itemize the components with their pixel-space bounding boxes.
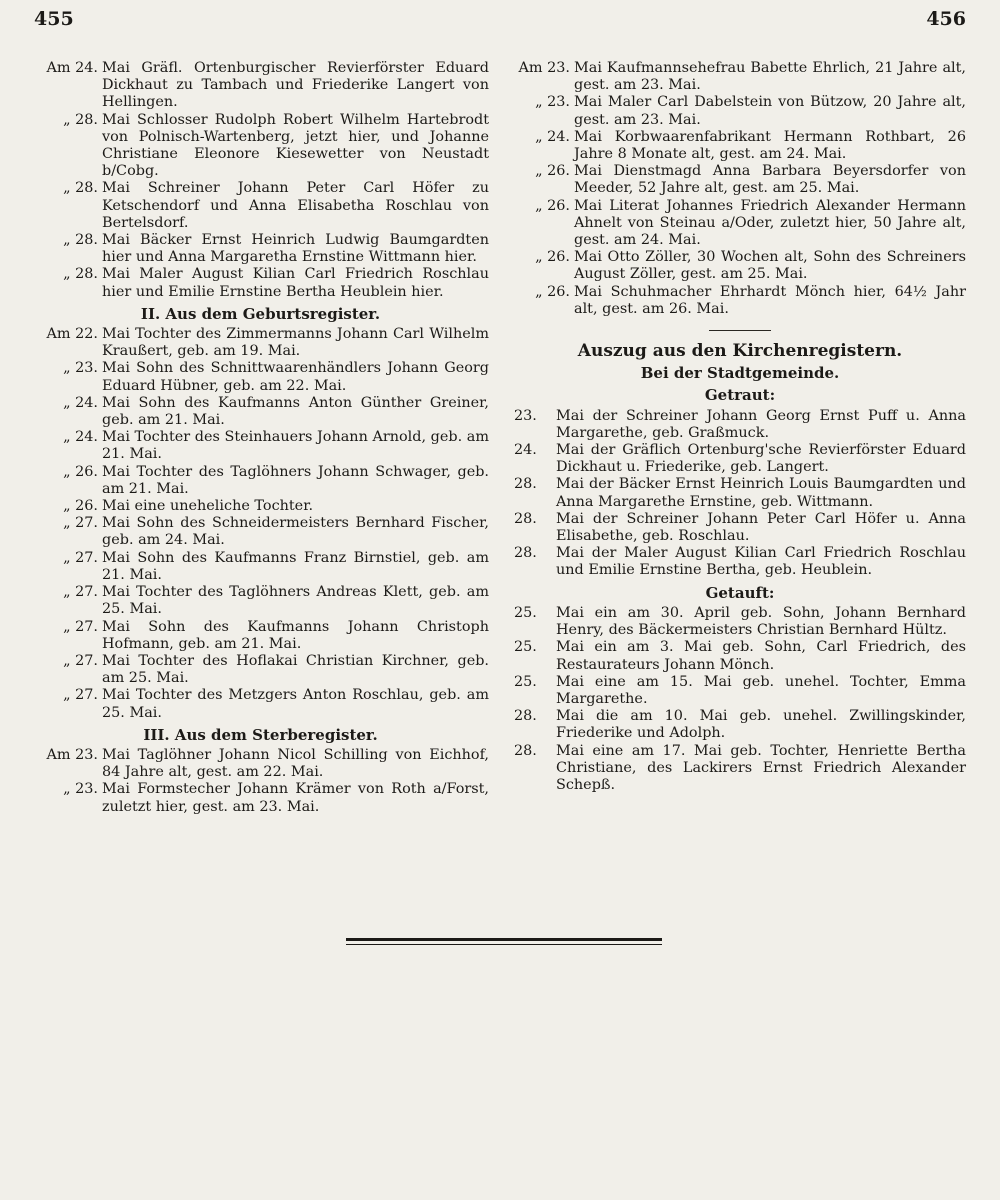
- entry-text: Mai Tochter des Taglöhners Johann Schwager, geb. am 21. Mai.: [102, 463, 489, 497]
- list-item: [514, 60, 966, 94]
- entry-text: Mai Formstecher Johann Krämer von Roth a/Forst, zuletzt hier, gest. am 23. Mai.: [102, 781, 489, 815]
- entry-text: Mai Tochter des Metzgers Anton Roschlau, geb. am 25. Mai.: [102, 687, 489, 721]
- list-item: [514, 476, 966, 510]
- entry-date: „ 27.: [63, 549, 98, 566]
- list-item: [32, 232, 489, 266]
- list-item: [32, 112, 489, 181]
- entry-date: „ 26.: [535, 163, 570, 180]
- list-item: [32, 550, 489, 584]
- entry-text: Mai Kaufmannsehefrau Babette Ehrlich, 21 Jahre alt, gest. am 23. Mai.: [574, 60, 966, 94]
- list-item: [32, 60, 489, 112]
- entry-date: „ 28.: [63, 266, 98, 283]
- entry-date: „ 28.: [63, 111, 98, 128]
- list-item: [514, 408, 966, 442]
- list-item: [32, 781, 489, 815]
- entry-text: Mai Sohn des Kaufmanns Franz Birnstiel, geb. am 21. Mai.: [102, 549, 489, 583]
- parish-heading: Bei der Stadtgemeinde.: [640, 364, 840, 383]
- entry-text: Mai ein am 30. April geb. Sohn, Johann Bernhard Henry, des Bäckermeisters Christian Bernhard Hültz.: [556, 604, 966, 639]
- entry-text: Mai eine am 15. Mai geb. unehel. Tochter, Emma Margarethe.: [556, 673, 966, 707]
- list-item: [32, 619, 489, 653]
- list-item: [514, 198, 966, 250]
- entry-date: „ 28.: [63, 180, 98, 197]
- list-item: [514, 545, 966, 579]
- entry-date: Am 24.: [46, 60, 98, 76]
- entry-date: „ 24.: [63, 394, 98, 411]
- entry-text: Mai ein am 3. Mai geb. Sohn, Carl Friedrich, des Restaurateurs Johann Mönch.: [556, 639, 966, 673]
- entry-date: 25.: [514, 604, 537, 621]
- baptized-list: [514, 605, 966, 794]
- baptized-heading: Getauft:: [705, 583, 775, 602]
- entry-date: „ 27.: [63, 687, 98, 704]
- entry-date: 28.: [514, 742, 537, 759]
- list-item: [514, 674, 966, 708]
- list-item: [32, 687, 489, 721]
- rule-thick: [346, 938, 662, 941]
- entry-date: „ 26.: [63, 463, 98, 480]
- list-item: [514, 249, 966, 283]
- entry-text: Mai Dienstmagd Anna Barbara Beyersdorfer von Meeder, 52 Jahre alt, gest. am 25. Mai.: [574, 163, 966, 197]
- list-item: [32, 395, 489, 429]
- list-item: [32, 584, 489, 618]
- entry-text: Mai Schreiner Johann Peter Carl Höfer zu Ketschendorf und Anna Elisabetha Roschlau von Bertelsdorf.: [102, 180, 489, 231]
- list-item: [32, 326, 489, 360]
- entry-date: „ 28.: [63, 232, 98, 249]
- end-double-rule: [346, 938, 662, 945]
- entry-date: Am 22.: [46, 326, 98, 343]
- entry-date: 28.: [514, 545, 537, 562]
- entry-date: Am 23.: [46, 746, 98, 763]
- list-item: [514, 94, 966, 128]
- list-item: [32, 747, 489, 781]
- list-item: [32, 429, 489, 463]
- entry-text: Mai Sohn des Kaufmanns Johann Christoph Hofmann, geb. am 21. Mai.: [102, 618, 489, 652]
- list-item: [32, 464, 489, 498]
- entry-text: Mai Otto Zöller, 30 Wochen alt, Sohn des Schreiners August Zöller, gest. am 25. Mai.: [574, 249, 966, 283]
- entry-date: 23.: [514, 407, 537, 424]
- entry-text: Mai Schuhmacher Ehrhardt Mönch hier, 64½ Jahr alt, gest. am 26. Mai.: [574, 283, 966, 317]
- entry-date: „ 26.: [535, 249, 570, 266]
- married-list: [514, 408, 966, 580]
- list-item: [514, 163, 966, 197]
- list-item: [514, 442, 966, 476]
- entry-text: Mai der Maler August Kilian Carl Friedrich Roschlau und Emilie Ernstine Bertha, geb. Heublein.: [556, 545, 966, 579]
- entry-text: Mai Tochter des Steinhauers Johann Arnold, geb. am 21. Mai.: [102, 429, 489, 463]
- entry-text: Mai Literat Johannes Friedrich Alexander Hermann Ahnelt von Steinau a/Oder, zuletzt hier, 50 Jahre alt, gest. am 24. Mai.: [574, 197, 966, 249]
- entry-date: 28.: [514, 510, 537, 527]
- entry-date: „ 27.: [63, 515, 98, 532]
- entry-text: Mai eine am 17. Mai geb. Tochter, Henriette Bertha Christiane, des Lackirers Ernst Friedrich Alexander Schepß.: [556, 742, 966, 793]
- entry-date: „ 26.: [63, 498, 98, 515]
- list-item: [32, 515, 489, 549]
- entry-text: Mai Schlosser Rudolph Robert Wilhelm Hartebrodt von Polnisch-Wartenberg, jetzt hier, und Johanne Christiane Eleonore Kiesewetter von Neustadt b/Cobg.: [102, 111, 489, 180]
- entry-text: Mai Bäcker Ernst Heinrich Ludwig Baumgardten hier und Anna Margaretha Ernstine Wittmann hier.: [102, 232, 489, 266]
- list-item: [514, 129, 966, 163]
- entry-text: Mai Gräfl. Ortenburgischer Revierförster Eduard Dickhaut zu Tambach und Friederike Langert von Hellingen.: [102, 60, 489, 111]
- entry-date: „ 26.: [535, 197, 570, 214]
- entry-text: Mai Tochter des Taglöhners Andreas Klett, geb. am 25. Mai.: [102, 584, 489, 618]
- list-item: [514, 605, 966, 639]
- entry-date: „ 26.: [535, 283, 570, 300]
- death-list-continued: [514, 60, 966, 318]
- entry-text: Mai Tochter des Hoflakai Christian Kirchner, geb. am 25. Mai.: [102, 652, 489, 687]
- entry-text: Mai Korbwaarenfabrikant Hermann Rothbart, 26 Jahre 8 Monate alt, gest. am 24. Mai.: [574, 128, 966, 163]
- entry-date: „ 23.: [63, 781, 98, 798]
- entry-date: „ 27.: [63, 618, 98, 635]
- list-item: [32, 266, 489, 300]
- entry-date: „ 23.: [63, 360, 98, 377]
- entry-text: Mai der Bäcker Ernst Heinrich Louis Baumgardten und Anna Margarethe Ernstine, geb. Wittmann.: [556, 476, 966, 510]
- birth-list: [32, 326, 489, 722]
- rule-thin: [346, 944, 662, 945]
- entry-date: „ 27.: [63, 584, 98, 601]
- births-heading: II. Aus dem Geburtsregister.: [140, 304, 381, 323]
- list-item: [514, 639, 966, 673]
- entry-text: Mai Sohn des Schnittwaarenhändlers Johann Georg Eduard Hübner, geb. am 22. Mai.: [102, 360, 489, 394]
- entry-text: Mai Taglöhner Johann Nicol Schilling von Eichhof, 84 Jahre alt, gest. am 22. Mai.: [102, 746, 489, 781]
- entry-text: Mai Sohn des Kaufmanns Anton Günther Greiner, geb. am 21. Mai.: [102, 394, 489, 429]
- entry-date: „ 24.: [535, 128, 570, 145]
- entry-text: Mai der Gräflich Ortenburg'sche Revierförster Eduard Dickhaut u. Friederike, geb. Langert.: [556, 442, 966, 476]
- right-column: [514, 60, 966, 794]
- list-item: [514, 511, 966, 545]
- list-item: [32, 498, 489, 515]
- page-number-right: 456: [926, 8, 966, 30]
- entry-date: 28.: [514, 476, 537, 493]
- list-item: [514, 743, 966, 795]
- marriage-list: [32, 60, 489, 301]
- list-item: [32, 360, 489, 394]
- entry-text: Mai Tochter des Zimmermanns Johann Carl Wilhelm Kraußert, geb. am 19. Mai.: [102, 326, 489, 360]
- section-divider: [709, 330, 771, 331]
- entry-date: „ 27.: [63, 652, 98, 669]
- church-register-heading: Auszug aus den Kirchenregistern.: [577, 341, 903, 362]
- entry-date: 28.: [514, 708, 537, 725]
- death-list: [32, 747, 489, 816]
- list-item: [32, 180, 489, 232]
- entry-date: 24.: [514, 442, 537, 459]
- entry-text: Mai Maler August Kilian Carl Friedrich Roschlau hier und Emilie Ernstine Bertha Heublein hier.: [102, 266, 489, 300]
- left-column: [32, 60, 489, 816]
- entry-date: 25.: [514, 639, 537, 656]
- deaths-heading: III. Aus dem Sterberegister.: [143, 725, 378, 744]
- entry-date: „ 24.: [63, 429, 98, 446]
- entry-text: Mai die am 10. Mai geb. unehel. Zwillingskinder, Friederike und Adolph.: [556, 708, 966, 742]
- entry-text: Mai eine uneheliche Tochter.: [102, 498, 314, 515]
- entry-text: Mai Maler Carl Dabelstein von Bützow, 20 Jahre alt, gest. am 23. Mai.: [574, 94, 966, 128]
- entry-text: Mai der Schreiner Johann Peter Carl Höfer u. Anna Elisabethe, geb. Roschlau.: [556, 510, 966, 545]
- married-heading: Getraut:: [704, 386, 776, 405]
- entry-text: Mai der Schreiner Johann Georg Ernst Puff u. Anna Margarethe, geb. Graßmuck.: [556, 407, 966, 441]
- list-item: [32, 653, 489, 687]
- page-number-left: 455: [34, 8, 74, 30]
- list-item: [514, 708, 966, 742]
- entry-text: Mai Sohn des Schneidermeisters Bernhard Fischer, geb. am 24. Mai.: [102, 515, 489, 549]
- entry-date: „ 23.: [535, 94, 570, 111]
- list-item: [514, 284, 966, 318]
- entry-date: Am 23.: [518, 60, 570, 76]
- entry-date: 25.: [514, 673, 537, 690]
